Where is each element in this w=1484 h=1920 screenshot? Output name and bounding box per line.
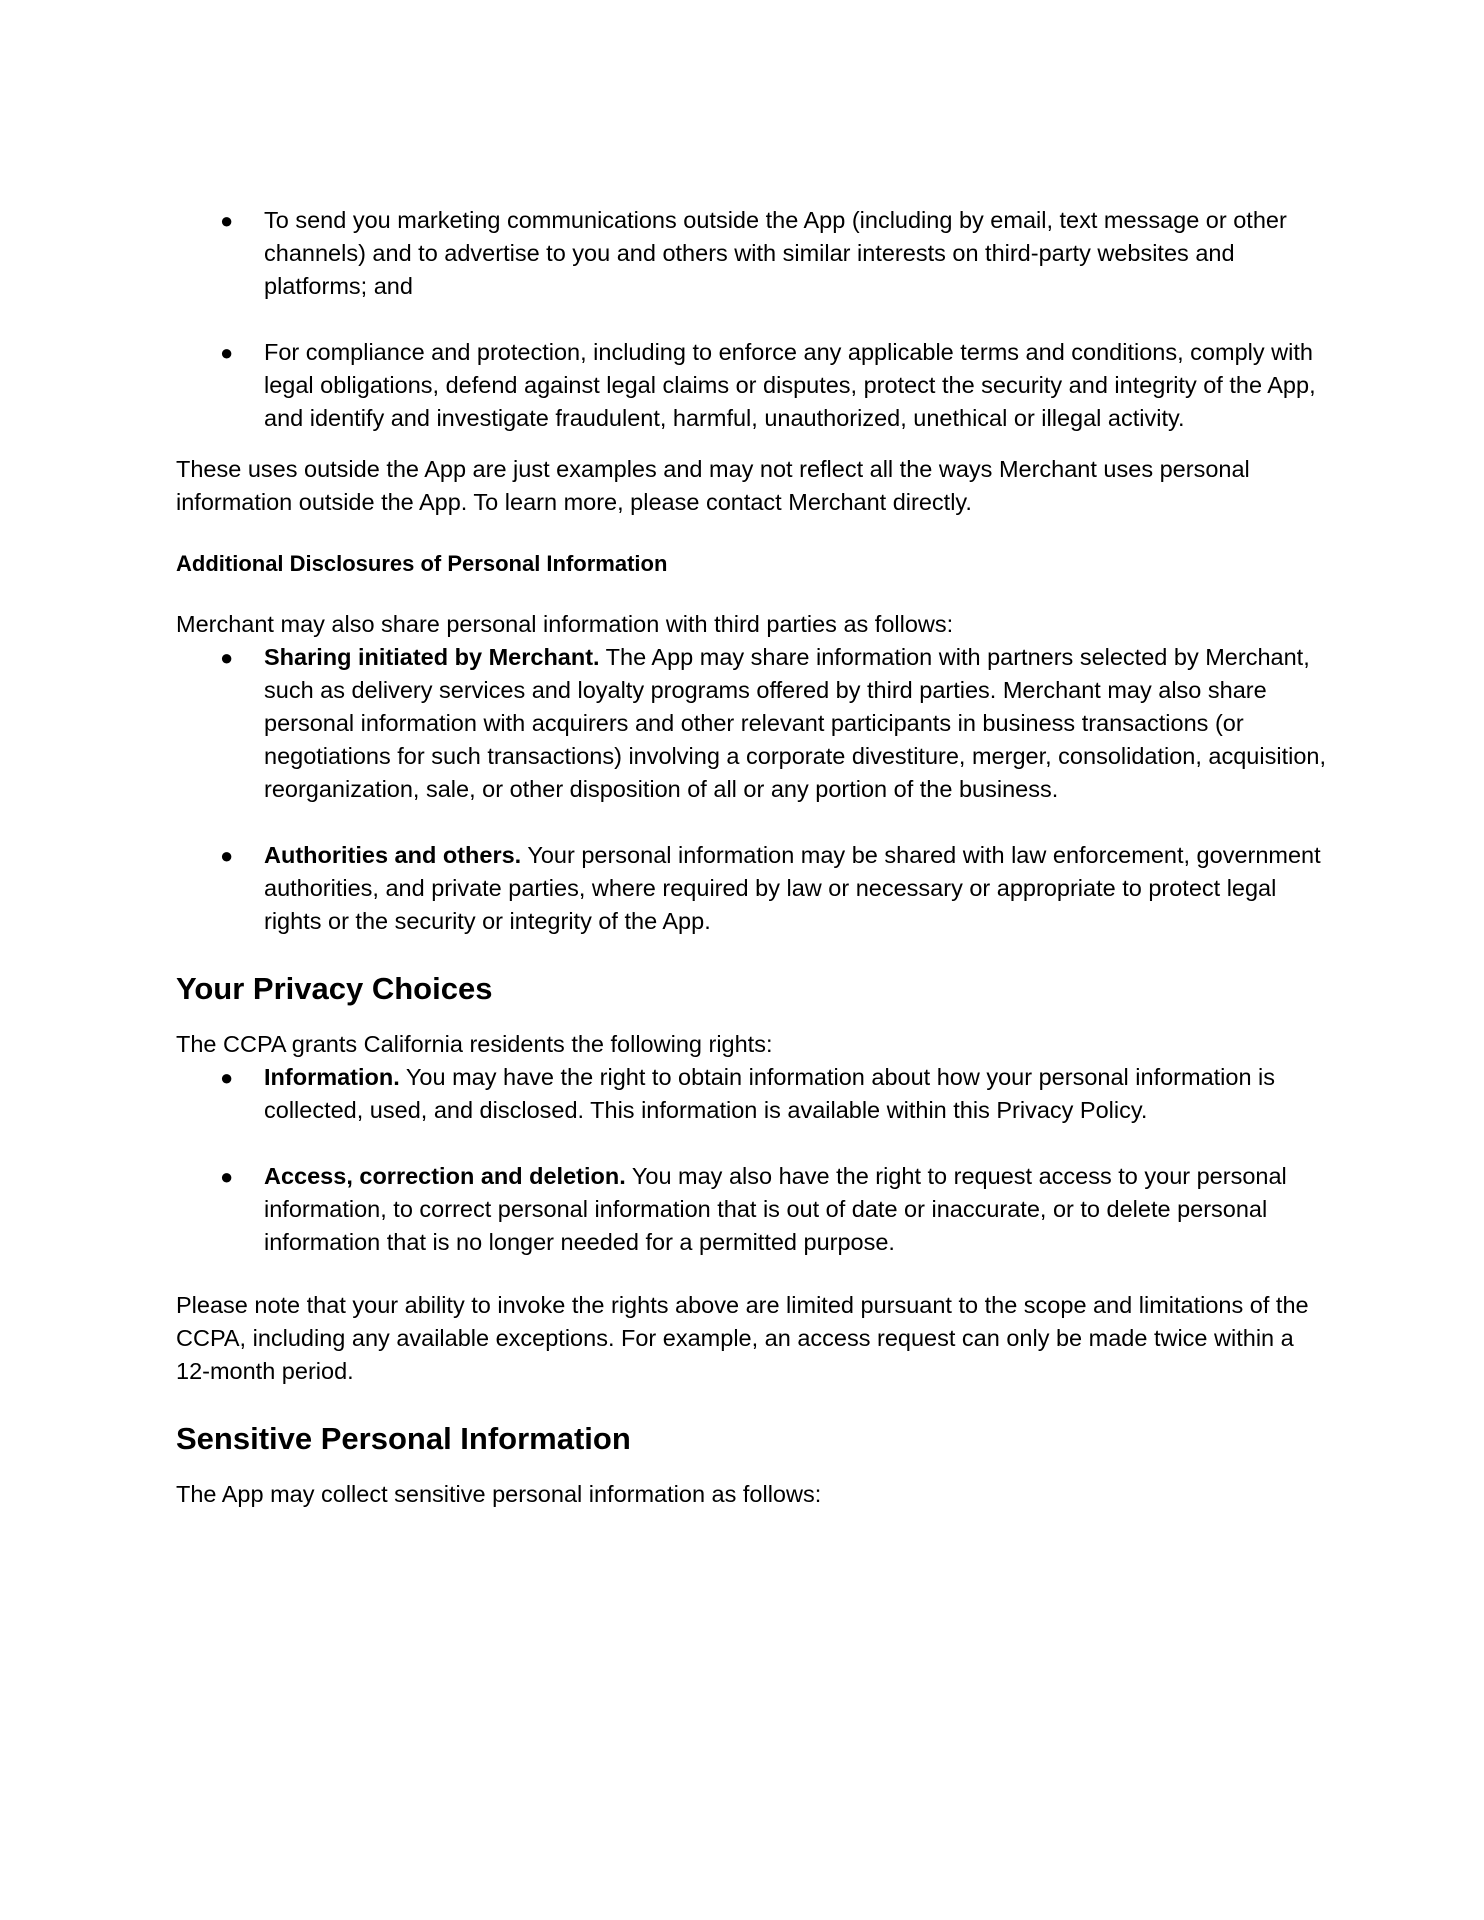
disclosures-list bbox=[176, 641, 1326, 938]
list-item-text: You may also have the right to request access to your personal information, to correct personal information that is out of date or inaccurate, or to delete personal information that is no longer needed for a permitted purpose. bbox=[264, 1163, 1287, 1255]
list-item bbox=[176, 641, 1326, 806]
list-item-title: Access, correction and deletion. bbox=[264, 1163, 626, 1189]
list-item-text: Your personal information may be shared with law enforcement, government authorities, and private parties, where required by law or necessary or appropriate to protect legal rights or the security or integrity of the App. bbox=[264, 842, 1321, 934]
list-item-text: You may have the right to obtain information about how your personal information is collected, used, and disclosed. This information is available within this Privacy Policy. bbox=[264, 1064, 1276, 1123]
sensitive-info-heading: Sensitive Personal Information bbox=[176, 1421, 631, 1456]
bullet-icon: ● bbox=[220, 1065, 234, 1090]
additional-disclosures-heading: Additional Disclosures of Personal Information bbox=[176, 551, 668, 576]
list-item-text: For compliance and protection, including to enforce any applicable terms and conditions, comply with legal obligations, defend against legal claims or disputes, protect the security and integrity of the App, and identify and investigate fraudulent, harmful, unauthorized, unethical or illegal activity. bbox=[264, 339, 1316, 431]
rights-list bbox=[176, 1061, 1326, 1259]
list-item-text: The App may share information with partners selected by Merchant, such as delivery services and loyalty programs offered by third parties. Merchant may also share personal information with acquirers and other relevant participants in business transactions (or negotiations for such transactions) involving a corporate divestiture, merger, consolidation, acquisition, reorganization, sale, or other disposition of all or any portion of the business. bbox=[264, 644, 1326, 802]
additional-disclosures-intro: Merchant may also share personal information with third parties as follows: bbox=[176, 611, 954, 637]
bullet-icon: ● bbox=[220, 843, 234, 868]
marketing-compliance-list bbox=[176, 204, 1326, 435]
list-item bbox=[176, 336, 1326, 435]
document-page bbox=[176, 204, 1326, 1511]
list-item-title: Authorities and others. bbox=[264, 842, 522, 868]
bullet-icon: ● bbox=[220, 208, 234, 233]
privacy-choices-heading: Your Privacy Choices bbox=[176, 971, 493, 1006]
list-item-title: Information. bbox=[264, 1064, 400, 1090]
list-item bbox=[176, 204, 1326, 303]
sensitive-info-intro: The App may collect sensitive personal information as follows: bbox=[176, 1481, 822, 1507]
list-item-text: To send you marketing communications outside the App (including by email, text message or other channels) and to advertise to you and others with similar interests on third-party websites and platforms; and bbox=[264, 207, 1287, 299]
bullet-icon: ● bbox=[220, 340, 234, 365]
list-item-title: Sharing initiated by Merchant. bbox=[264, 644, 600, 670]
list-item bbox=[176, 1061, 1326, 1127]
bullet-icon: ● bbox=[220, 1164, 234, 1189]
bullet-icon: ● bbox=[220, 645, 234, 670]
list-item bbox=[176, 839, 1326, 938]
uses-note-paragraph: These uses outside the App are just examples and may not reflect all the ways Merchant uses personal information outside the App. To learn more, please contact Merchant directly. bbox=[176, 456, 1250, 515]
privacy-choices-intro: The CCPA grants California residents the following rights: bbox=[176, 1031, 773, 1057]
list-item bbox=[176, 1160, 1326, 1259]
rights-limitations-paragraph: Please note that your ability to invoke the rights above are limited pursuant to the scope and limitations of the CCPA, including any available exceptions. For example, an access request can only be made twice within a 12-month period. bbox=[176, 1292, 1309, 1384]
